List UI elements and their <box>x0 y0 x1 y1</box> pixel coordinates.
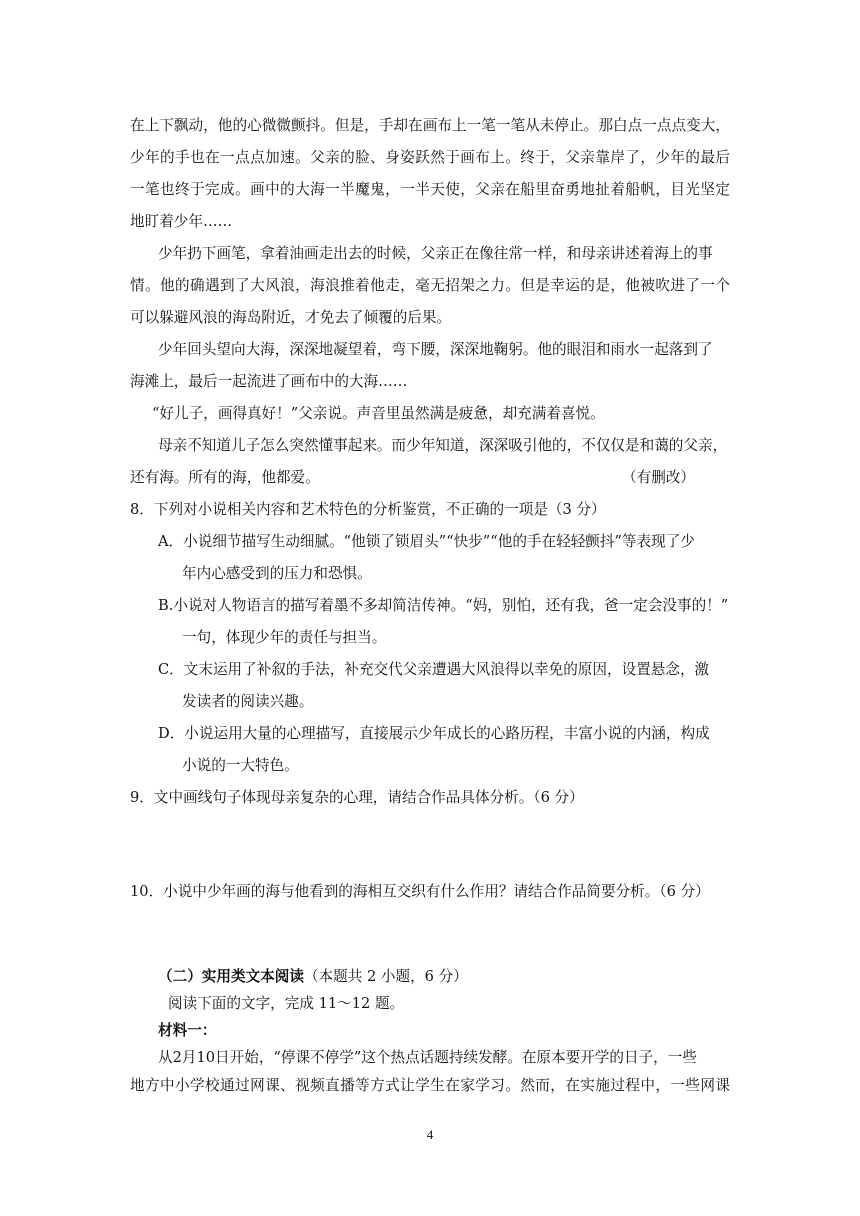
story-line: 还有海。所有的海，他都爱。 <box>130 469 320 486</box>
story-line: 海滩上，最后一起流进了画布中的大海…… <box>130 373 408 390</box>
material-line: 地方中小学校通过网课、视频直播等方式让学生在家学习。然而，在实施过程中，一些网课 <box>130 1077 730 1094</box>
section-heading <box>158 966 758 988</box>
story-line: 少年扔下画笔，拿着油画走出去的时候，父亲正在像往常一样，和母亲讲述着海上的事 <box>158 245 713 262</box>
material-label: 材料一： <box>158 1022 217 1039</box>
story-line: 情。他的确遇到了大风浪，海浪推着他走，毫无招架之力。但是幸运的是，他被吹进了一个 <box>130 277 730 294</box>
question-10: 10．小说中少年画的海与他看到的海相互交织有什么作用？请结合作品简要分析。（6 分） <box>130 883 710 900</box>
option-c: C．文末运用了补叙的手法，补充交代父亲遭遇大风浪得以幸免的原因，设置悬念，激 <box>158 661 710 678</box>
material-line: 从2月10日开始，“停课不停学”这个热点话题持续发酵。在原本要开学的日子，一些 <box>158 1049 697 1066</box>
question-8-stem: 8．下列对小说相关内容和艺术特色的分析鉴赏，不正确的一项是（3 分） <box>130 501 606 518</box>
option-d-cont: 小说的一大特色。 <box>182 757 299 774</box>
story-line: “好儿子，画得真好！”父亲说。声音里虽然满是疲惫，却充满着喜悦。 <box>152 405 605 422</box>
source-note: （有删改） <box>622 469 695 486</box>
section-instruction: 阅读下面的文字，完成 11～12 题。 <box>168 995 405 1012</box>
option-b-cont: 一句，体现少年的责任与担当。 <box>182 629 387 646</box>
option-b: B.小说对人物语言的描写着墨不多却简洁传神。“妈，别怕，还有我，爸一定会没事的！” <box>158 597 729 614</box>
story-line: 少年回头望向大海，深深地凝望着，弯下腰，深深地鞠躬。他的眼泪和雨水一起落到了 <box>158 341 713 358</box>
story-line: 地盯着少年…… <box>130 213 233 230</box>
option-d: D．小说运用大量的心理描写，直接展示少年成长的心路历程，丰富小说的内涵，构成 <box>158 725 710 742</box>
story-line: 在上下飘动，他的心微微颤抖。但是，手却在画布上一笔一笔从未停止。那白点一点点变大， <box>130 117 730 134</box>
story-line: 一笔也终于完成。画中的大海一半魔鬼，一半天使，父亲在船里奋勇地扯着船帆，目光坚定 <box>130 181 730 198</box>
page-number: 4 <box>426 1127 434 1142</box>
question-9: 9．文中画线句子体现母亲复杂的心理，请结合作品具体分析。（6 分） <box>130 789 584 806</box>
story-line: 母亲不知道儿子怎么突然懂事起来。而少年知道，深深吸引他的，不仅仅是和蔼的父亲， <box>158 437 728 454</box>
section-note: （本题共 2 小题，6 分） <box>303 968 468 985</box>
option-a-cont: 年内心感受到的压力和恐惧。 <box>182 565 372 582</box>
story-line: 少年的手也在一点点加速。父亲的脸、身姿跃然于画布上。终于，父亲靠岸了，少年的最后 <box>130 149 730 166</box>
section-title: （二）实用类文本阅读 <box>158 968 304 985</box>
story-line: 可以躲避风浪的海岛附近，才免去了倾覆的后果。 <box>130 309 452 326</box>
option-c-cont: 发读者的阅读兴趣。 <box>182 693 314 710</box>
option-a: A．小说细节描写生动细腻。“他锁了锁眉头”“快步”“他的手在轻轻颤抖”等表现了少 <box>158 533 695 550</box>
